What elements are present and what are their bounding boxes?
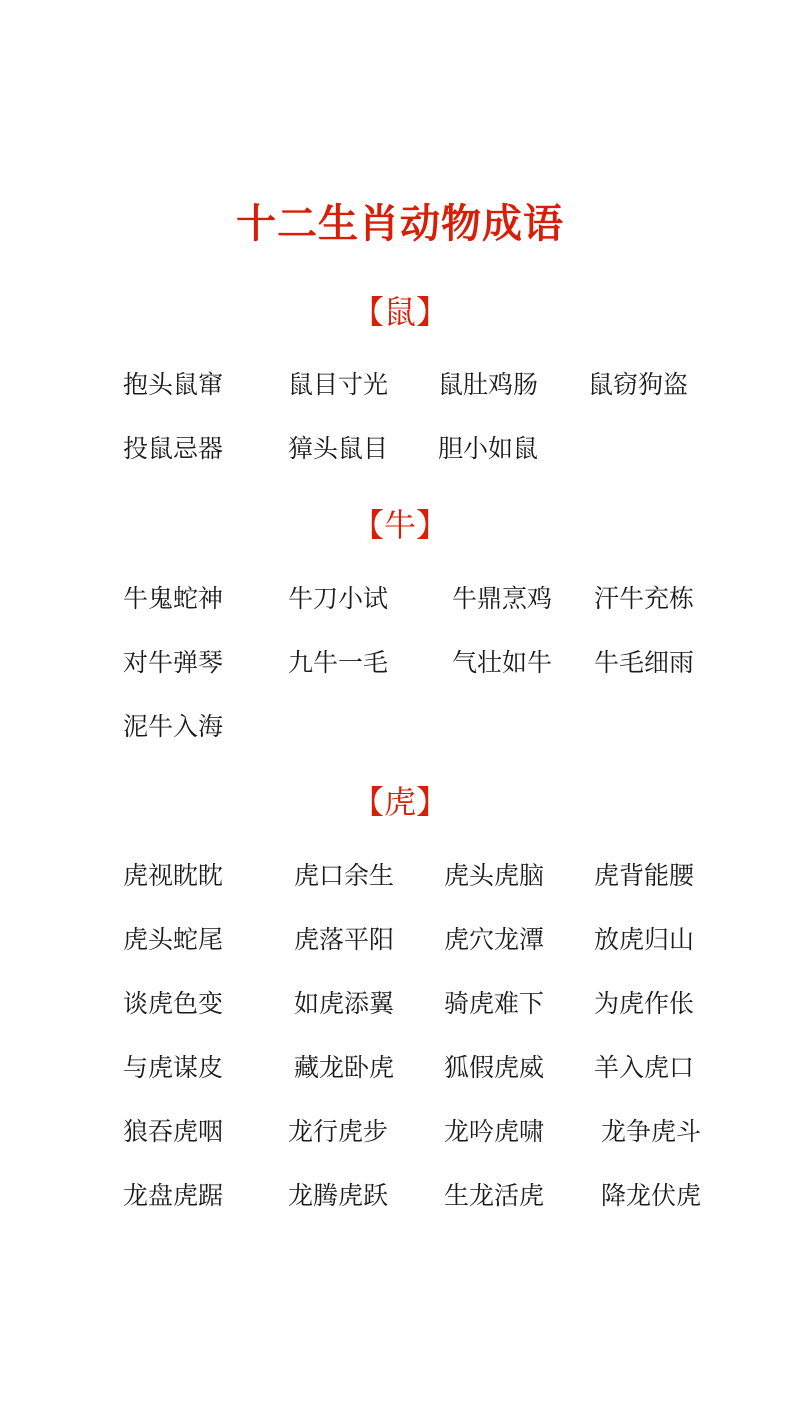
idiom: 龙腾虎跃	[288, 1181, 389, 1210]
idiom: 九牛一毛	[288, 648, 389, 677]
idiom: 羊入虎口	[594, 1053, 695, 1082]
idiom: 虎头蛇尾	[123, 925, 224, 954]
idiom: 狼吞虎咽	[123, 1117, 224, 1146]
idiom: 虎口余生	[294, 861, 395, 890]
idiom: 牛鼎烹鸡	[452, 584, 553, 613]
idiom: 生龙活虎	[444, 1181, 545, 1210]
idiom: 与虎谋皮	[123, 1053, 224, 1082]
idiom: 放虎归山	[594, 925, 695, 954]
idiom: 气壮如牛	[452, 648, 553, 677]
idiom: 谈虎色变	[123, 989, 224, 1018]
idiom: 牛毛细雨	[594, 648, 695, 677]
idiom: 抱头鼠窜	[123, 370, 224, 399]
idiom: 龙盘虎踞	[123, 1181, 224, 1210]
idiom: 骑虎难下	[444, 989, 545, 1018]
idiom: 胆小如鼠	[438, 434, 539, 463]
idiom: 汗牛充栋	[594, 584, 695, 613]
section-heading-tiger: 【虎】	[351, 783, 448, 821]
idiom: 龙争虎斗	[601, 1117, 702, 1146]
idiom: 狐假虎威	[444, 1053, 545, 1082]
idiom: 降龙伏虎	[601, 1181, 702, 1210]
idiom: 牛鬼蛇神	[123, 584, 224, 613]
idiom: 牛刀小试	[288, 584, 389, 613]
idiom: 虎背能腰	[594, 861, 695, 890]
section-heading-ox: 【牛】	[351, 506, 448, 544]
idiom: 泥牛入海	[123, 712, 224, 741]
idiom: 虎落平阳	[294, 925, 395, 954]
idiom: 鼠肚鸡肠	[438, 370, 539, 399]
idiom: 投鼠忌器	[123, 434, 224, 463]
idiom: 如虎添翼	[294, 989, 395, 1018]
idiom: 龙吟虎啸	[444, 1117, 545, 1146]
idiom: 獐头鼠目	[288, 434, 389, 463]
idiom: 藏龙卧虎	[294, 1053, 395, 1082]
idiom: 鼠目寸光	[288, 370, 389, 399]
idiom: 虎头虎脑	[444, 861, 545, 890]
idiom: 虎视眈眈	[123, 861, 224, 890]
idiom: 为虎作伥	[594, 989, 695, 1018]
idiom: 龙行虎步	[288, 1117, 389, 1146]
idiom: 对牛弹琴	[123, 648, 224, 677]
idiom: 虎穴龙潭	[444, 925, 545, 954]
page-title: 十二生肖动物成语	[236, 201, 564, 247]
idiom: 鼠窃狗盗	[588, 370, 689, 399]
section-heading-rat: 【鼠】	[351, 293, 448, 331]
